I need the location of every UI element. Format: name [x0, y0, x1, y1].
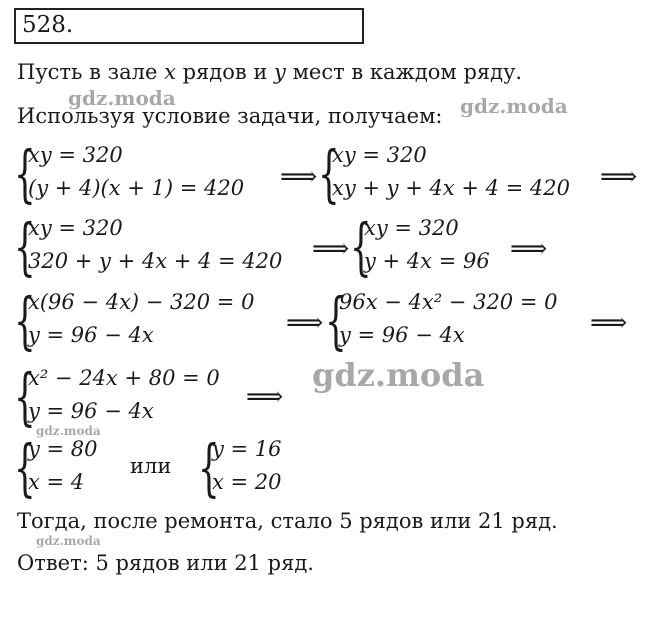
- equation: y = 16: [212, 437, 282, 461]
- equation: xy = 320: [28, 143, 123, 167]
- equation: x = 4: [28, 470, 85, 494]
- brace-icon: {: [350, 210, 372, 283]
- brace-icon: {: [14, 284, 36, 357]
- equation: 96x − 4x² − 320 = 0: [339, 290, 558, 314]
- implies-arrow: ⟹: [246, 382, 284, 412]
- var-y: y: [274, 60, 286, 84]
- watermark: gdz.moda: [68, 86, 176, 110]
- intro-line-2: Используя условие задачи, получаем:: [17, 104, 443, 128]
- brace-icon: {: [14, 210, 36, 283]
- implies-arrow: ⟹: [600, 162, 638, 192]
- intro-text-1: Пусть в зале: [17, 60, 165, 84]
- implies-arrow: ⟹: [510, 234, 548, 264]
- intro-text-2: рядов и: [175, 60, 275, 84]
- equation: x = 20: [212, 470, 282, 494]
- implies-arrow: ⟹: [286, 308, 324, 338]
- equation: y = 96 − 4x: [28, 323, 154, 347]
- equation: xy + y + 4x + 4 = 420: [332, 176, 571, 200]
- brace-icon: {: [198, 431, 220, 504]
- watermark: gdz.moda: [460, 94, 568, 118]
- brace-icon: {: [14, 431, 36, 504]
- problem-number: 528.: [22, 12, 74, 38]
- equation: y = 96 − 4x: [28, 399, 154, 423]
- brace-icon: {: [318, 137, 340, 210]
- intro-line-1: [17, 60, 522, 84]
- watermark: gdz.moda: [36, 424, 101, 438]
- problem-number-box: [14, 8, 364, 44]
- answer-text: Ответ: 5 рядов или 21 ряд.: [17, 551, 314, 575]
- watermark: gdz.moda: [36, 534, 101, 548]
- equation: xy = 320: [28, 216, 123, 240]
- intro-text-3: мест в каждом ряду.: [285, 60, 523, 84]
- equation: y = 96 − 4x: [339, 323, 465, 347]
- or-word: или: [130, 454, 172, 478]
- equation: xy = 320: [364, 216, 459, 240]
- implies-arrow: ⟹: [280, 162, 318, 192]
- equation: (y + 4)(x + 1) = 420: [28, 176, 245, 200]
- equation: xy = 320: [332, 143, 427, 167]
- equation: x(96 − 4x) − 320 = 0: [28, 290, 255, 314]
- conclusion-text: Тогда, после ремонта, стало 5 рядов или 21 ряд.: [17, 509, 558, 533]
- implies-arrow: ⟹: [590, 308, 628, 338]
- equation: y = 80: [28, 437, 98, 461]
- equation: x² − 24x + 80 = 0: [28, 366, 220, 390]
- implies-arrow: ⟹: [312, 234, 350, 264]
- equation: 320 + y + 4x + 4 = 420: [28, 249, 283, 273]
- brace-icon: {: [14, 360, 36, 433]
- watermark: gdz.moda: [312, 356, 485, 394]
- brace-icon: {: [14, 137, 36, 210]
- var-x: x: [164, 60, 176, 84]
- brace-icon: {: [325, 284, 347, 357]
- equation: y + 4x = 96: [364, 249, 490, 273]
